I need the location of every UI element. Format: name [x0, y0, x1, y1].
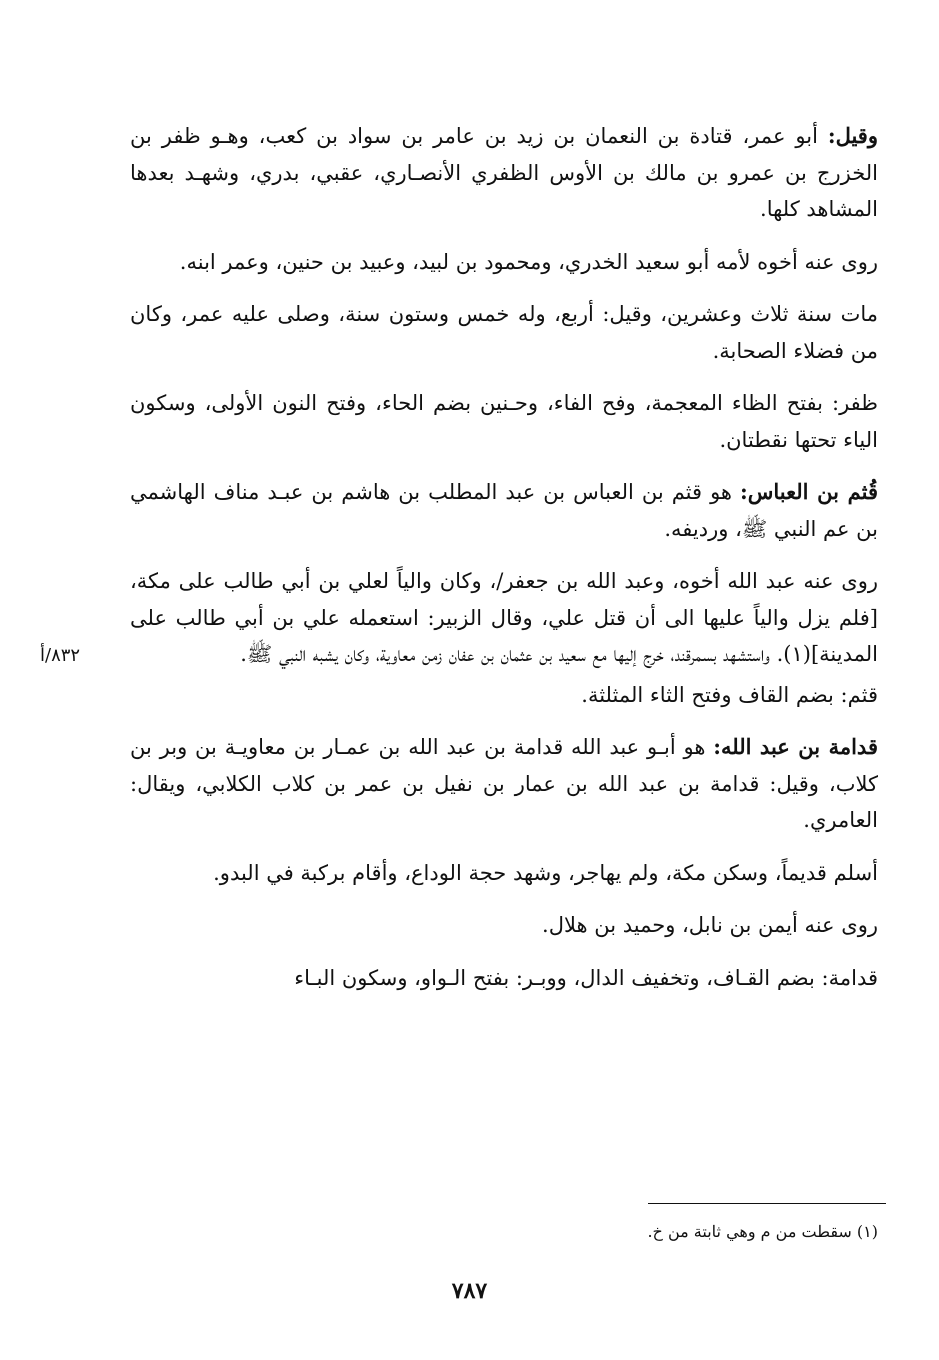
paragraph-text: ظفر: بفتح الظاء المعجمة، وفح الفاء، وحـنين بضم الحاء، وفتح النون الأولى، وسكون الياء تحتها نقطتان.: [130, 391, 878, 452]
paragraph: [130, 677, 878, 714]
footnote-divider: [648, 1203, 886, 1204]
paragraph: [130, 907, 878, 944]
paragraph-text: روى عنه أخوه لأمه أبو سعيد الخدري، ومحمود بن لبيد، وعبيد بن حنين، وعمر ابنه.: [179, 249, 878, 274]
paragraph-text: مات سنة ثلاث وعشرين، وقيل: أربع، وله خمس وستون سنة، وصلى عليه عمر، وكان من فضلاء الصحابة.: [130, 302, 878, 363]
paragraph: [130, 960, 878, 997]
paragraph: [130, 474, 878, 547]
paragraph-heading: قدامة بن عبد الله:: [713, 734, 878, 759]
paragraph: [130, 563, 878, 673]
manuscript-folio-note: ٨٣٢/أ: [40, 645, 81, 666]
paragraph-heading: قُثم بن العباس:: [740, 479, 878, 504]
paragraph-text: هو قثم بن العباس بن عبد المطلب بن هاشم بن عبـد مناف الهاشمي بن عم النبي ﷺ، ورديفه.: [130, 480, 878, 541]
paragraph: [130, 855, 878, 892]
paragraph: [130, 385, 878, 458]
paragraph: [130, 296, 878, 369]
paragraph-text: هو أبـو عبد الله قدامة بن عبد الله بن عمـار بن معاويـة بن وبر بن كلاب، وقيل: قدامة بن عبد الله بن عمار بن نفيل بن عمر بن كلاب الكلابي، ويقال: العامري.: [130, 735, 878, 832]
paragraph-text: قدامة: بضم القـاف، وتخفيف الدال، ووبـر: بفتح الـواو، وسكون البـاء: [294, 965, 878, 990]
paragraph-text: أسلم قديماً، وسكن مكة، ولم يهاجر، وشهد حجة الوداع، وأقام بركبة في البدو.: [213, 860, 878, 885]
footnote: (١) سقطت من م وهي ثابتة من خ.: [647, 1222, 878, 1241]
paragraph-heading: وقيل:: [827, 123, 878, 148]
page-number: ٧٨٧: [451, 1278, 488, 1304]
paragraph-text: روى عنه أيمن بن نابل، وحميد بن هلال.: [542, 913, 878, 937]
paragraph: [130, 729, 878, 839]
paragraph: [130, 244, 878, 281]
paragraph-text: قثم: بضم القاف وفتح الثاء المثلثة.: [581, 682, 878, 707]
paragraph-text: روى عنه عبد الله أخوه، وعبد الله بن جعفر/، وكان والياً لعلي بن أبي طالب على مكة، [فلم يزل والياً عليها الى أن قتل علي، وقال الزبير: استعمله علي بن أبي طالب على المدينة](١). واستشهد بسمرقند، خرج إليها مع سعيد بن عثمان بن عفان زمن معاوية، وكان يشبه النبي ﷺ.: [130, 569, 878, 666]
paragraph-text: أبو عمر، قتادة بن النعمان بن زيد بن عامر بن سواد بن كعب، وهـو ظفر بن الخزرج بن عمرو بن مالك بن الأوس الظفري الأنصـاري، عقبي، بدري، وشهـد بعدها المشاهد كلها.: [130, 124, 878, 221]
main-text: [130, 118, 878, 1012]
paragraph: [130, 118, 878, 228]
